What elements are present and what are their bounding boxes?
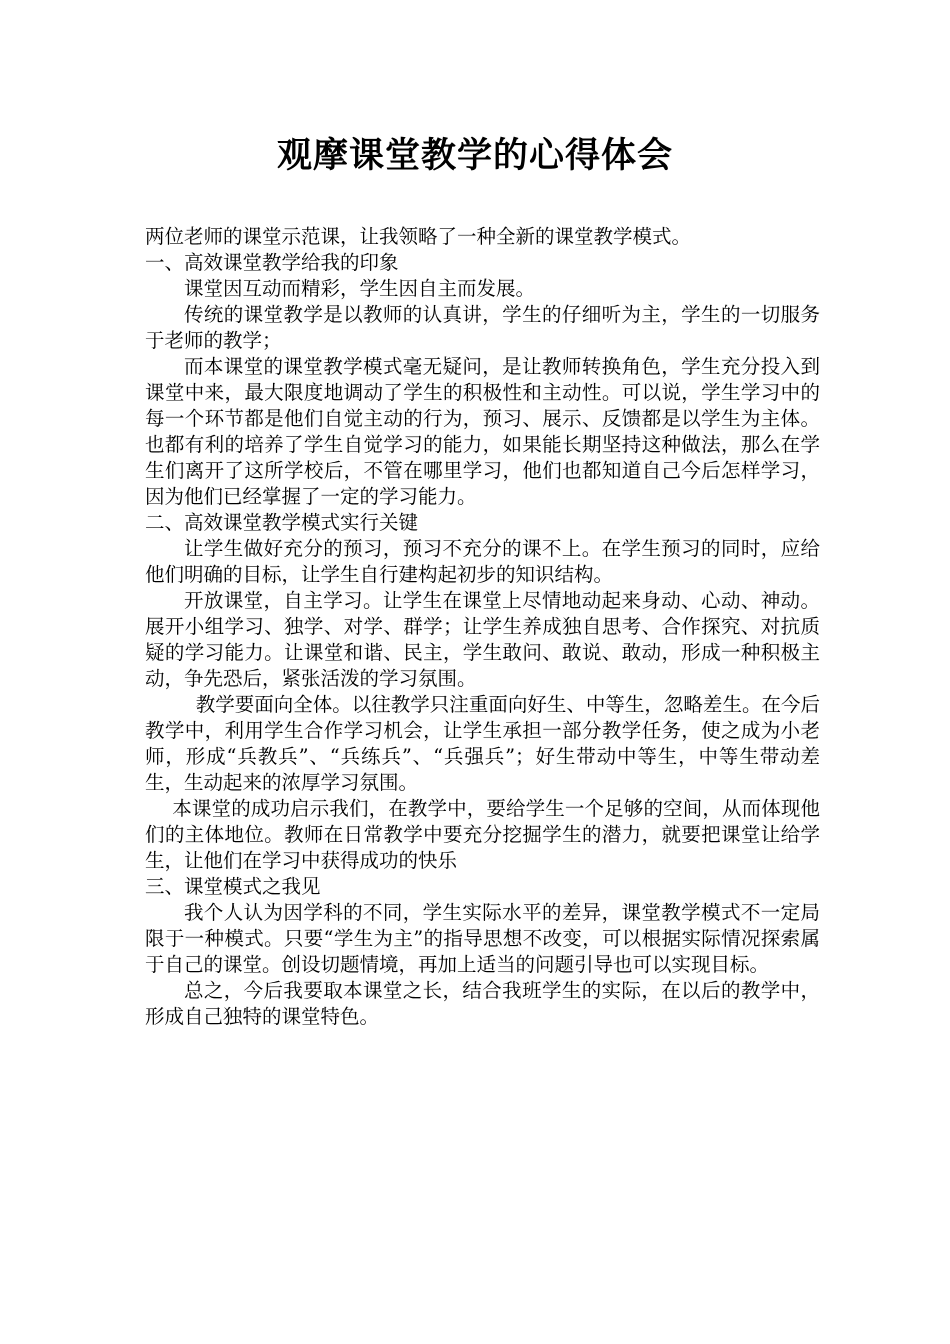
body-paragraph: 开放课堂，自主学习。让学生在课堂上尽情地动起来身动、心动、神动。展开小组学习、独学、对学、群学；让学生养成独自思考、合作探究、对抗质疑的学习能力。让课堂和谐、民主，学生敢问、敢说、敢动，形成一种积极主动，争先恐后，紧张活泼的学习氛围。: [145, 589, 820, 690]
body-paragraph: 总之，今后我要取本课堂之长，结合我班学生的实际，在以后的教学中，形成自己独特的课堂特色。: [145, 979, 820, 1028]
body-paragraph: 教学要面向全体。以往教学只注重面向好生、中等生，忽略差生。在今后教学中，利用学生合作学习机会，让学生承担一部分教学任务，使之成为小老师，形成“兵教兵”、“兵练兵”、“兵强兵”；好生带动中等生，中等生带动差生，生动起来的浓厚学习氛围。: [145, 693, 820, 794]
body-paragraph: 我个人认为因学科的不同，学生实际水平的差异，课堂教学模式不一定局限于一种模式。只要“学生为主”的指导思想不改变，可以根据实际情况探索属于自己的课堂。创设切题情境，再加上适当的问题引导也可以实现目标。: [145, 901, 820, 976]
body-paragraph: 让学生做好充分的预习，预习不充分的课不上。在学生预习的同时，应给他们明确的目标，让学生自行建构起初步的知识结构。: [145, 537, 820, 586]
intro-paragraph: 两位老师的课堂示范课，让我领略了一种全新的课堂教学模式。: [145, 225, 692, 248]
body-paragraph: 本课堂的成功启示我们，在教学中，要给学生一个足够的空间，从而体现他们的主体地位。教师在日常教学中要充分挖掘学生的潜力，就要把课堂让给学生，让他们在学习中获得成功的快乐: [145, 797, 820, 872]
section-heading-3: 三、课堂模式之我见: [145, 875, 321, 898]
section-heading-1: 一、高效课堂教学给我的印象: [145, 251, 399, 274]
body-paragraph: 而本课堂的课堂教学模式毫无疑问，是让教师转换角色，学生充分投入到课堂中来，最大限度地调动了学生的积极性和主动性。可以说，学生学习中的每一个环节都是他们自觉主动的行为，预习、展示、反馈都是以学生为主体。也都有利的培养了学生自觉学习的能力，如果能长期坚持这种做法，那么在学生们离开了这所学校后，不管在哪里学习，他们也都知道自己今后怎样学习，因为他们已经掌握了一定的学习能力。: [145, 355, 820, 508]
section-heading-2: 二、高效课堂教学模式实行关键: [145, 511, 419, 534]
document-title: 观摩课堂教学的心得体会: [276, 136, 673, 176]
document-body: [145, 224, 820, 1030]
body-paragraph: 课堂因互动而精彩，学生因自主而发展。: [184, 277, 536, 300]
body-paragraph: 传统的课堂教学是以教师的认真讲，学生的仔细听为主，学生的一切服务于老师的教学；: [145, 303, 820, 352]
